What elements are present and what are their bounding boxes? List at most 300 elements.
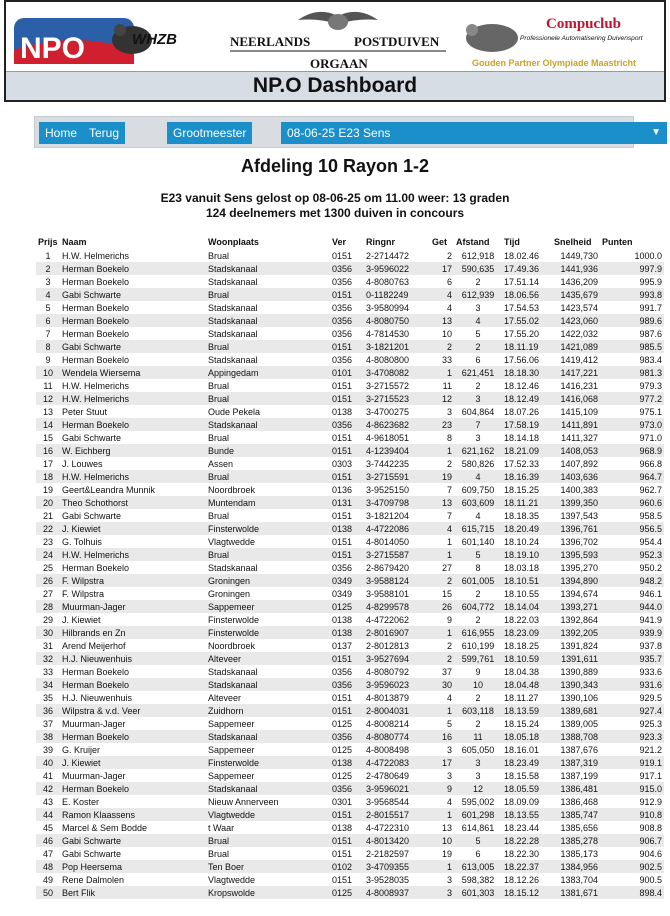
cell-snelheid: 1393,271 xyxy=(552,600,600,613)
cell-ver: 0151 xyxy=(332,380,353,391)
cell-naam: Hilbrands en Zn xyxy=(60,626,206,639)
cell-ringnr: 3-4709355 xyxy=(364,860,430,873)
cell-afstand: 616,955 xyxy=(454,626,502,639)
cell-naam: Gabi Schwarte xyxy=(62,510,122,521)
cell-snelheid: 1416,068 xyxy=(552,392,600,405)
cell-punten: 954.4 xyxy=(639,536,662,547)
table-row xyxy=(36,470,664,483)
cell-punten: 991.7 xyxy=(639,302,662,313)
table-row xyxy=(36,327,664,340)
table-row xyxy=(36,704,664,717)
cell-ringnr: 3-4700275 xyxy=(366,406,410,417)
cell-get: 2 xyxy=(430,340,454,353)
back-button[interactable]: Terug xyxy=(83,122,125,144)
cell-snelheid: 1394,674 xyxy=(560,588,598,599)
cell-tijd: 18.23.44 xyxy=(504,822,540,833)
table-row xyxy=(36,873,664,886)
cell-ringnr: 2-8012813 xyxy=(366,640,410,651)
table-row xyxy=(36,496,664,509)
cell-get: 8 xyxy=(446,432,452,443)
cell-afstand: 10 xyxy=(454,678,502,691)
cell-snelheid: 1389,681 xyxy=(552,704,600,717)
cell-get: 2 xyxy=(430,652,454,665)
cell-get: 10 xyxy=(441,328,452,339)
cell-snelheid: 1449,730 xyxy=(560,250,598,261)
table-row xyxy=(36,717,664,730)
cell-woonplaats: Groningen xyxy=(206,574,330,587)
cell-ringnr: 4-8013879 xyxy=(366,692,410,703)
cell-naam: Arend Meijerhof xyxy=(62,640,126,651)
cell-ver: 0102 xyxy=(330,860,364,873)
cell-ringnr: 2-2182597 xyxy=(366,848,410,859)
cell-naam: Wendela Wiersema xyxy=(60,366,206,379)
cell-prijs: 14 xyxy=(36,418,60,431)
cell-tijd: 18.23.49 xyxy=(502,756,552,769)
cell-punten: 981.3 xyxy=(600,366,664,379)
cell-get: 6 xyxy=(446,276,452,287)
cell-tijd: 18.18.30 xyxy=(502,366,552,379)
cell-woonplaats: Sappemeer xyxy=(206,600,330,613)
cell-naam: Herman Boekelo xyxy=(60,678,206,691)
cell-get: 9 xyxy=(446,614,452,625)
table-row xyxy=(36,340,664,353)
col-naam: Naam xyxy=(62,237,87,247)
race-select[interactable] xyxy=(281,122,667,144)
cell-ringnr: 3-9588124 xyxy=(364,574,430,587)
cell-punten: 958.5 xyxy=(639,510,662,521)
cell-afstand: 601,303 xyxy=(454,886,502,899)
cell-punten: 912.9 xyxy=(639,796,662,807)
cell-ringnr: 2-2714472 xyxy=(366,250,410,261)
cell-tijd: 18.22.30 xyxy=(504,848,540,859)
cell-get: 4 xyxy=(430,522,454,535)
cell-punten: 983.4 xyxy=(639,354,662,365)
cell-tijd: 18.18.25 xyxy=(504,640,540,651)
cell-ringnr: 2-8015517 xyxy=(364,808,430,821)
cell-punten: 902.5 xyxy=(600,860,664,873)
table-row xyxy=(36,665,664,678)
cell-ver: 0137 xyxy=(332,640,353,651)
cell-afstand: 4 xyxy=(475,510,481,521)
cell-naam: Gabi Schwarte xyxy=(60,288,206,301)
cell-prijs: 44 xyxy=(36,808,60,821)
cell-ver: 0151 xyxy=(330,652,364,665)
cell-punten: 931.6 xyxy=(600,678,664,691)
cell-punten: 952.3 xyxy=(600,548,664,561)
cell-afstand: 6 xyxy=(475,848,481,859)
cell-ringnr: 4-8080774 xyxy=(364,730,430,743)
cell-ringnr: 4-8299578 xyxy=(364,600,430,613)
cell-naam: E. Koster xyxy=(62,796,100,807)
cell-afstand: 615,715 xyxy=(454,522,502,535)
table-row xyxy=(36,860,664,873)
cell-get: 19 xyxy=(430,470,454,483)
cell-ringnr: 3-9596022 xyxy=(364,262,430,275)
cell-ver: 0356 xyxy=(332,302,353,313)
table-row xyxy=(36,691,664,704)
cell-prijs: 37 xyxy=(42,718,53,729)
cell-prijs: 47 xyxy=(42,848,53,859)
cell-snelheid: 1383,704 xyxy=(560,874,598,885)
cell-afstand: 3 xyxy=(475,432,481,443)
cell-snelheid: 1423,574 xyxy=(560,302,598,313)
cell-punten: 997.9 xyxy=(600,262,664,275)
cell-prijs: 4 xyxy=(36,288,60,301)
cell-ver: 0356 xyxy=(330,730,364,743)
cell-get: 2 xyxy=(446,640,452,651)
cell-get: 30 xyxy=(430,678,454,691)
cell-snelheid: 1411,891 xyxy=(552,418,600,431)
cell-naam: Bert Flik xyxy=(60,886,206,899)
home-button[interactable]: Home xyxy=(39,122,83,144)
cell-ringnr: 4-8008214 xyxy=(366,718,410,729)
cell-woonplaats: Brual xyxy=(206,340,330,353)
cell-naam: Muurman-Jager xyxy=(62,718,126,729)
cell-prijs: 17 xyxy=(42,458,53,469)
col-punten: Punten xyxy=(602,237,633,247)
cell-get: 17 xyxy=(430,262,454,275)
table-row xyxy=(36,834,664,847)
svg-text:ORGAAN: ORGAAN xyxy=(310,56,368,71)
cell-prijs: 16 xyxy=(36,444,60,457)
cell-prijs: 32 xyxy=(36,652,60,665)
cell-get: 4 xyxy=(430,288,454,301)
cell-woonplaats: Brual xyxy=(208,510,230,521)
cell-snelheid: 1422,032 xyxy=(560,328,598,339)
header-banner xyxy=(4,0,666,102)
cell-prijs: 46 xyxy=(36,834,60,847)
cell-woonplaats: Vlagtwedde xyxy=(208,536,256,547)
cell-snelheid: 1387,676 xyxy=(560,744,598,755)
cell-afstand: 2 xyxy=(475,588,481,599)
cell-woonplaats: Ten Boer xyxy=(206,860,330,873)
cell-prijs: 22 xyxy=(36,522,60,535)
cell-woonplaats: Sappemeer xyxy=(208,770,255,781)
cell-snelheid: 1386,481 xyxy=(552,782,600,795)
race-info-line: E23 vanuit Sens gelost op 08-06-25 om 11.00 weer: 13 graden xyxy=(160,191,510,205)
cell-afstand: 613,005 xyxy=(454,860,502,873)
participants-line: 124 deelnemers met 1300 duiven in concours xyxy=(205,206,465,220)
cell-woonplaats: Alteveer xyxy=(206,652,330,665)
table-row xyxy=(36,561,664,574)
cell-punten: 939.9 xyxy=(600,626,664,639)
cell-get: 9 xyxy=(430,782,454,795)
cell-snelheid: 1435,679 xyxy=(552,288,600,301)
cell-punten: 908.8 xyxy=(639,822,662,833)
cell-ver: 0356 xyxy=(330,678,364,691)
cell-ver: 0138 xyxy=(330,522,364,535)
cell-tijd: 18.14.18 xyxy=(504,432,540,443)
cell-prijs: 10 xyxy=(36,366,60,379)
table-header-row xyxy=(36,235,664,249)
cell-afstand: 590,635 xyxy=(454,262,502,275)
cell-prijs: 34 xyxy=(36,678,60,691)
table-row xyxy=(36,652,664,665)
cell-afstand: 612,918 xyxy=(461,250,495,261)
cell-ringnr: 3-7442235 xyxy=(366,458,410,469)
cell-tijd: 17.55.20 xyxy=(504,328,540,339)
cell-tijd: 18.11.19 xyxy=(502,340,552,353)
cell-snelheid: 1389,005 xyxy=(560,718,598,729)
cell-ringnr: 4-9618051 xyxy=(366,432,410,443)
cell-punten: 904.6 xyxy=(639,848,662,859)
cell-prijs: 11 xyxy=(43,380,53,391)
cell-ver: 0136 xyxy=(332,484,353,495)
col-get: Get xyxy=(432,237,448,247)
cell-ringnr: 3-2715572 xyxy=(366,380,410,391)
cell-tijd: 18.18.35 xyxy=(504,510,540,521)
cell-afstand: 5 xyxy=(454,834,502,847)
cell-ringnr: 0-1182249 xyxy=(364,288,430,301)
cell-snelheid: 1384,956 xyxy=(552,860,600,873)
cell-afstand: 3 xyxy=(454,756,502,769)
cell-ver: 0303 xyxy=(332,458,353,469)
cell-naam: Herman Boekelo xyxy=(60,782,206,795)
cell-ver: 0356 xyxy=(332,328,353,339)
cell-afstand: 2 xyxy=(475,614,481,625)
cell-woonplaats: Brual xyxy=(206,288,330,301)
cell-tijd: 17.55.02 xyxy=(502,314,552,327)
cell-naam: Herman Boekelo xyxy=(62,562,130,573)
cell-woonplaats: Brual xyxy=(208,380,230,391)
cell-ver: 0125 xyxy=(332,770,353,781)
table-row xyxy=(36,574,664,587)
compuclub-logo xyxy=(462,8,662,70)
cell-ringnr: 3-9528035 xyxy=(366,874,410,885)
cell-afstand: 621,162 xyxy=(454,444,502,457)
cell-ringnr: 4-4722062 xyxy=(366,614,410,625)
cell-ringnr: 3-9568544 xyxy=(366,796,410,807)
cell-tijd: 18.13.55 xyxy=(502,808,552,821)
cell-snelheid: 1417,221 xyxy=(552,366,600,379)
cell-snelheid: 1397,543 xyxy=(560,510,598,521)
dashboard-title: NP.O Dashboard xyxy=(6,71,664,100)
cell-afstand: 7 xyxy=(454,418,502,431)
cell-woonplaats: Finsterwolde xyxy=(206,626,330,639)
cell-woonplaats: Stadskanaal xyxy=(208,276,258,287)
cell-ringnr: 4-8014050 xyxy=(366,536,410,547)
cell-naam: Herman Boekelo xyxy=(60,730,206,743)
cell-afstand: 2 xyxy=(475,380,481,391)
cell-woonplaats: Kropswolde xyxy=(206,886,330,899)
cell-woonplaats: Stadskanaal xyxy=(208,328,258,339)
cell-afstand: 8 xyxy=(475,562,481,573)
cell-afstand: 601,005 xyxy=(454,574,502,587)
cell-prijs: 7 xyxy=(45,328,51,339)
cell-woonplaats: Zuidhorn xyxy=(206,704,330,717)
cell-prijs: 9 xyxy=(45,354,51,365)
cell-snelheid: 1391,611 xyxy=(552,652,600,665)
cell-naam: J. Kiewiet xyxy=(62,614,101,625)
cell-naam: Rene Dalmolen xyxy=(62,874,125,885)
cell-get: 11 xyxy=(442,380,452,391)
cell-ringnr: 3-9588101 xyxy=(366,588,410,599)
cell-tijd: 18.12.26 xyxy=(504,874,540,885)
cell-punten: 927.4 xyxy=(600,704,664,717)
cell-afstand: 621,451 xyxy=(454,366,502,379)
cell-woonplaats: Stadskanaal xyxy=(208,666,258,677)
cell-afstand: 599,761 xyxy=(454,652,502,665)
cell-get: 1 xyxy=(430,860,454,873)
cell-get: 2 xyxy=(446,250,452,261)
cell-punten: 1000.0 xyxy=(634,250,662,261)
cell-punten: 900.5 xyxy=(639,874,662,885)
cell-prijs: 29 xyxy=(42,614,53,625)
cell-prijs: 28 xyxy=(36,600,60,613)
cell-snelheid: 1400,383 xyxy=(560,484,598,495)
cell-prijs: 25 xyxy=(42,562,53,573)
cell-prijs: 24 xyxy=(36,548,60,561)
cell-naam: Gabi Schwarte xyxy=(62,848,122,859)
cell-punten: 956.5 xyxy=(600,522,664,535)
cell-ver: 0151 xyxy=(332,848,353,859)
cell-punten: 915.0 xyxy=(600,782,664,795)
cell-woonplaats: Bunde xyxy=(206,444,330,457)
cell-punten: 933.6 xyxy=(639,666,662,677)
table-row xyxy=(36,639,664,652)
cell-woonplaats: Stadskanaal xyxy=(208,562,258,573)
cell-ver: 0151 xyxy=(332,510,353,521)
race-select-value: 08-06-25 E23 Sens xyxy=(287,126,391,140)
cell-snelheid: 1385,173 xyxy=(560,848,598,859)
cell-ver: 0151 xyxy=(330,808,364,821)
col-tijd: Tijd xyxy=(504,237,520,247)
cell-ver: 0349 xyxy=(330,574,364,587)
cell-punten: 944.0 xyxy=(600,600,664,613)
cell-snelheid: 1388,708 xyxy=(552,730,600,743)
cell-ringnr: 4-8080763 xyxy=(366,276,410,287)
cell-afstand: 604,772 xyxy=(454,600,502,613)
cell-naam: W. Eichberg xyxy=(60,444,206,457)
cell-tijd: 18.05.18 xyxy=(502,730,552,743)
cell-punten: 960.6 xyxy=(600,496,664,509)
cell-ringnr: 3-9596023 xyxy=(364,678,430,691)
cell-naam: H.W. Helmerichs xyxy=(60,392,206,405)
cell-woonplaats: Stadskanaal xyxy=(206,418,330,431)
cell-punten: 962.7 xyxy=(639,484,662,495)
cell-tijd: 18.22.37 xyxy=(502,860,552,873)
cell-ringnr: 4-7814530 xyxy=(366,328,410,339)
cell-woonplaats: Stadskanaal xyxy=(206,314,330,327)
cell-ver: 0356 xyxy=(330,418,364,431)
cell-woonplaats: Finsterwolde xyxy=(206,522,330,535)
table-row xyxy=(36,847,664,860)
cell-ver: 0101 xyxy=(330,366,364,379)
cell-snelheid: 1408,053 xyxy=(552,444,600,457)
cell-prijs: 27 xyxy=(42,588,53,599)
cell-snelheid: 1385,278 xyxy=(552,834,600,847)
cell-get: 1 xyxy=(430,808,454,821)
cell-ver: 0151 xyxy=(332,432,353,443)
cell-get: 12 xyxy=(430,392,454,405)
cell-woonplaats: Vlagtwedde xyxy=(208,874,256,885)
cell-punten: 925.3 xyxy=(639,718,662,729)
cell-naam: Wilpstra & v.d. Veer xyxy=(60,704,206,717)
cell-ver: 0151 xyxy=(332,874,353,885)
cell-get: 37 xyxy=(441,666,452,677)
cell-punten: 993.8 xyxy=(600,288,664,301)
cell-naam: J. Kiewiet xyxy=(60,756,206,769)
page-title: Afdeling 10 Rayon 1-2 xyxy=(240,156,430,176)
cell-ringnr: 3-1821204 xyxy=(366,510,410,521)
cell-afstand: 603,609 xyxy=(454,496,502,509)
table-row xyxy=(36,743,664,756)
col-ver: Ver xyxy=(332,237,347,247)
cell-prijs: 23 xyxy=(42,536,53,547)
cell-get: 7 xyxy=(446,510,452,521)
cell-snelheid: 1436,209 xyxy=(560,276,598,287)
table-row xyxy=(36,769,664,782)
cell-get: 13 xyxy=(430,496,454,509)
cell-snelheid: 1386,468 xyxy=(560,796,598,807)
cell-punten: 975.1 xyxy=(639,406,662,417)
cell-ringnr: 4-4722083 xyxy=(364,756,430,769)
cell-snelheid: 1391,824 xyxy=(560,640,598,651)
cell-prijs: 41 xyxy=(42,770,53,781)
cell-punten: 977.2 xyxy=(600,392,664,405)
cell-tijd: 18.12.46 xyxy=(504,380,540,391)
cell-punten: 989.6 xyxy=(600,314,664,327)
cell-prijs: 21 xyxy=(42,510,53,521)
cell-prijs: 26 xyxy=(36,574,60,587)
table-row xyxy=(36,626,664,639)
cell-snelheid: 1392,864 xyxy=(560,614,598,625)
table-row xyxy=(36,301,664,314)
cell-afstand: 9 xyxy=(475,666,481,677)
cell-naam: F. Wilpstra xyxy=(62,588,105,599)
cell-prijs: 12 xyxy=(36,392,60,405)
cell-woonplaats: Appingedam xyxy=(206,366,330,379)
grootmeester-button[interactable]: Grootmeester xyxy=(167,122,252,144)
cell-ringnr: 3-1821201 xyxy=(364,340,430,353)
table-row xyxy=(36,444,664,457)
cell-prijs: 50 xyxy=(36,886,60,899)
table-row xyxy=(36,795,664,808)
cell-punten: 941.9 xyxy=(639,614,662,625)
cell-snelheid: 1385,656 xyxy=(560,822,598,833)
cell-afstand: 3 xyxy=(475,302,481,313)
cell-punten: 929.5 xyxy=(639,692,662,703)
table-row xyxy=(36,821,664,834)
table-row xyxy=(36,756,664,769)
cell-get: 2 xyxy=(430,574,454,587)
cell-punten: 906.7 xyxy=(600,834,664,847)
cell-get: 23 xyxy=(430,418,454,431)
nav-bar xyxy=(34,116,661,148)
cell-punten: 923.3 xyxy=(600,730,664,743)
cell-afstand: 598,382 xyxy=(461,874,495,885)
cell-prijs: 45 xyxy=(42,822,53,833)
cell-naam: Muurman-Jager xyxy=(62,770,126,781)
cell-prijs: 6 xyxy=(36,314,60,327)
cell-naam: J. Kiewiet xyxy=(60,522,206,535)
cell-woonplaats: Brual xyxy=(208,432,230,443)
cell-woonplaats: Sappemeer xyxy=(208,744,255,755)
table-row xyxy=(36,587,664,600)
cell-naam: F. Wilpstra xyxy=(60,574,206,587)
cell-naam: Gabi Schwarte xyxy=(60,340,206,353)
table-row xyxy=(36,418,664,431)
cell-ver: 0356 xyxy=(330,782,364,795)
cell-afstand: 11 xyxy=(454,730,502,743)
cell-afstand: 4 xyxy=(454,470,502,483)
cell-prijs: 38 xyxy=(36,730,60,743)
results-table xyxy=(36,235,664,899)
cell-woonplaats: Noordbroek xyxy=(208,640,256,651)
cell-ringnr: 3-4709798 xyxy=(364,496,430,509)
cell-woonplaats: Stadskanaal xyxy=(206,730,330,743)
table-row xyxy=(36,808,664,821)
